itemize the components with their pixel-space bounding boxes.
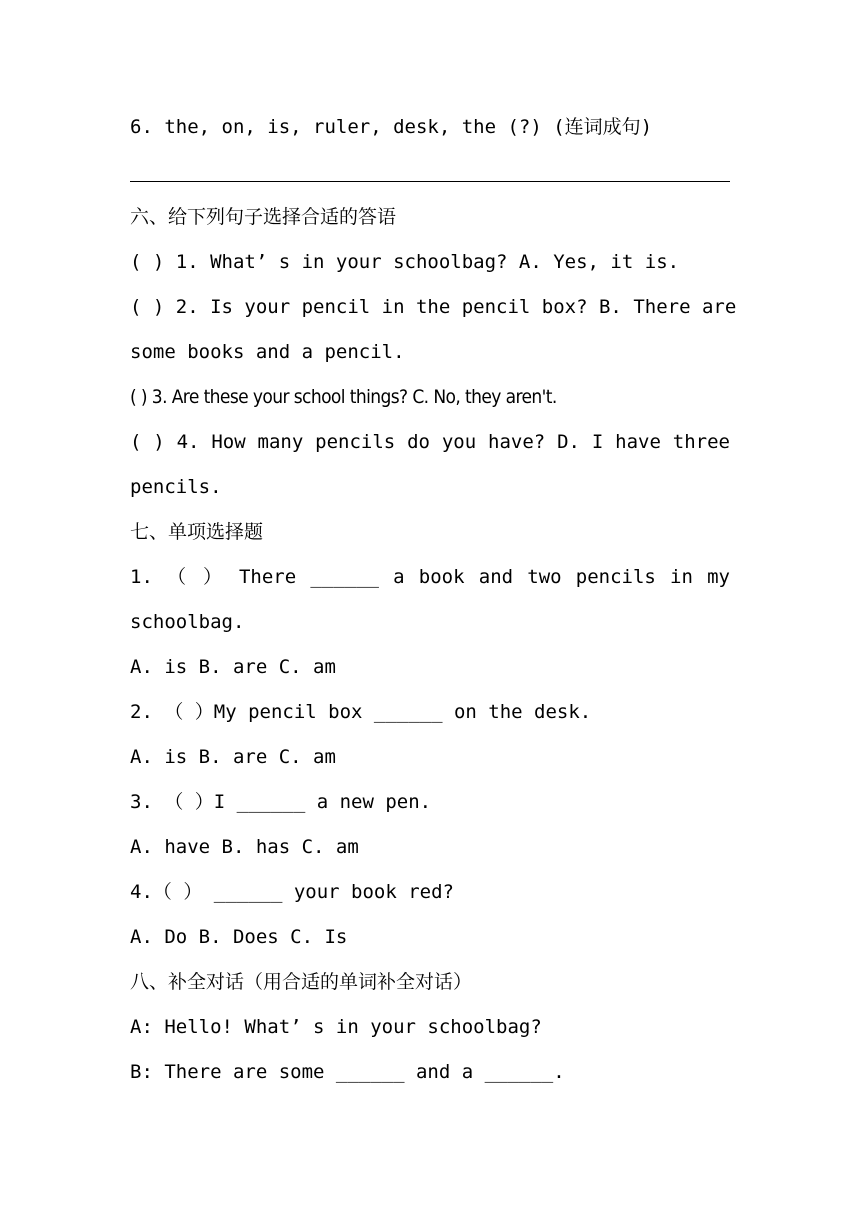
dialogue-line-a: A: Hello! What’ s in your schoolbag?: [130, 1016, 542, 1038]
choice-question-1-continued: schoolbag.: [130, 611, 245, 633]
section-6-heading: 六、给下列句子选择合适的答语: [130, 206, 397, 228]
section-7-heading: 七、单项选择题: [130, 521, 264, 543]
match-item-2: ( ) 2. Is your pencil in the pencil box? B. There are: [130, 296, 737, 318]
choice-question-2: 2. （ ）My pencil box ______ on the desk.: [130, 701, 592, 723]
choice-options-2: A. is B. are C. am: [130, 746, 336, 768]
match-item-3: ( ) 3. Are these your school things? C. No, they aren't.: [130, 386, 557, 408]
match-item-2-continued: some books and a pencil.: [130, 341, 405, 363]
answer-line: [130, 181, 730, 182]
choice-question-3: 3. （ ）I ______ a new pen.: [130, 791, 432, 813]
match-item-4-continued: pencils.: [130, 476, 222, 498]
question-6-sentence-ordering: 6. the, on, is, ruler, desk, the (?) (连词成句): [130, 116, 653, 138]
choice-options-3: A. have B. has C. am: [130, 836, 359, 858]
match-item-1: ( ) 1. What’ s in your schoolbag? A. Yes, it is.: [130, 251, 680, 273]
choice-question-1: 1. （ ） There ______ a book and two pencils in my: [130, 566, 730, 588]
dialogue-line-b: B: There are some ______ and a ______.: [130, 1061, 565, 1083]
choice-options-1: A. is B. are C. am: [130, 656, 336, 678]
match-item-4: ( ) 4. How many pencils do you have? D. I have three: [130, 431, 730, 453]
section-8-heading: 八、补全对话（用合适的单词补全对话）: [130, 971, 473, 993]
choice-options-4: A. Do B. Does C. Is: [130, 926, 348, 948]
choice-question-4: 4.（ ） ______ your book red?: [130, 881, 454, 903]
